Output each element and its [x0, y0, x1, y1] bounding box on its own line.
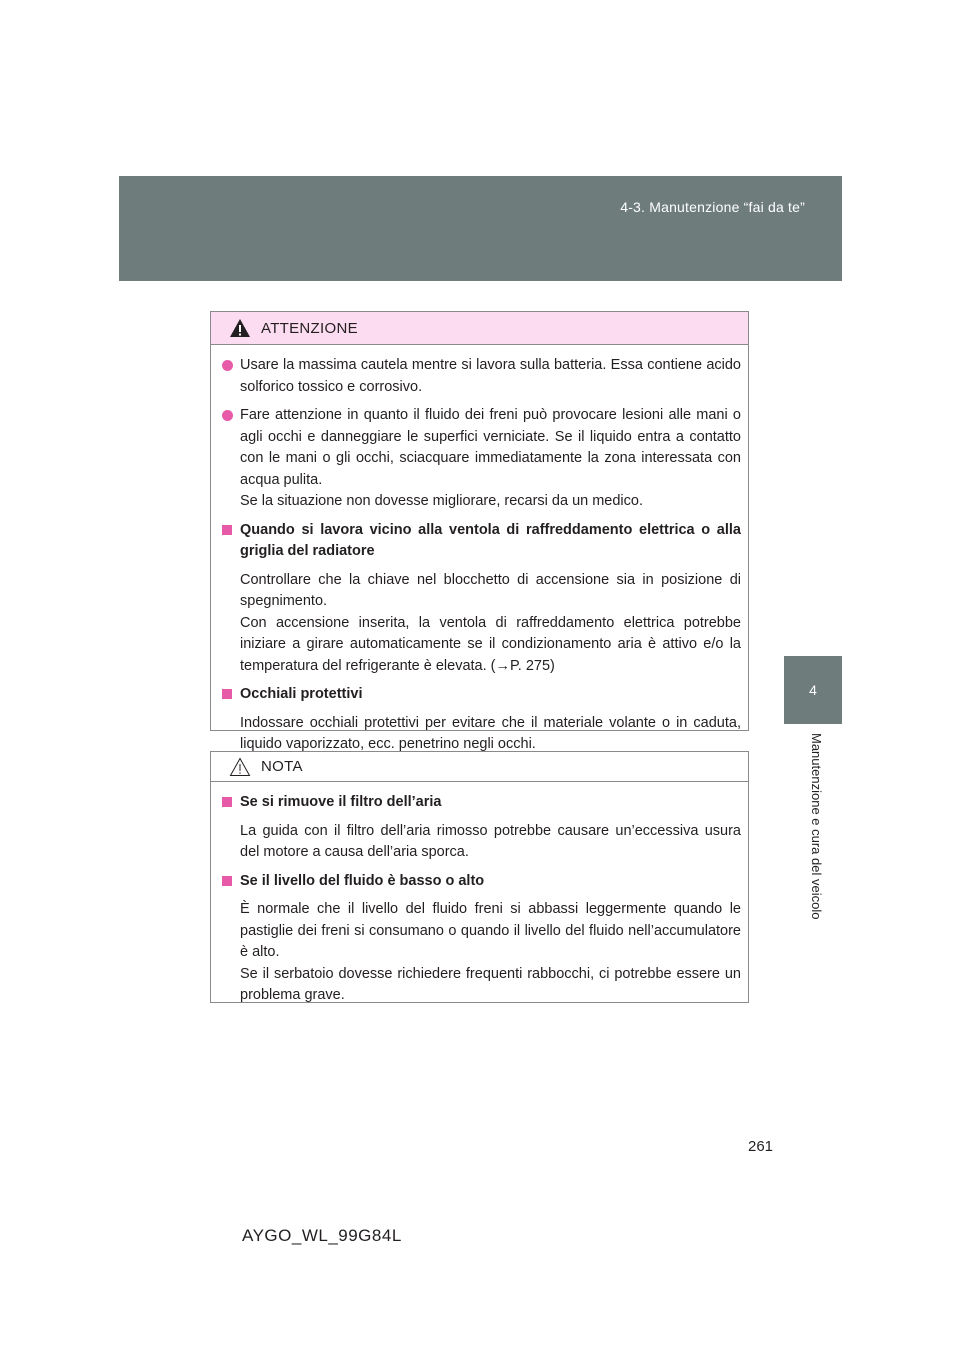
warning-bullet	[222, 355, 741, 398]
warning-section-paragraph: Controllare che la chiave nel blocchetto di accensione sia in posizione di spegnimento.	[240, 571, 741, 609]
caution-section-title-text: Se il livello del fluido è basso o alto	[240, 872, 485, 889]
warning-section-body	[222, 570, 741, 678]
warning-bullet-text: Fare attenzione in quanto il fluido dei freni può provocare lesioni alle mani o agli occhi e danneggiare le superfici verniciate. Se il liquido entra a contatto con le mani o gli occhi, sciacquare immediatamente la zona interessata con acqua pulita.	[240, 407, 741, 488]
warning-section-title	[222, 684, 741, 706]
caution-section-body	[222, 899, 741, 1007]
square-bullet-icon	[222, 525, 232, 535]
caution-box	[210, 751, 749, 1003]
warning-section-body	[222, 713, 741, 756]
chapter-vertical-title: Manutenzione e cura del veicolo	[809, 733, 824, 920]
caution-section-paragraph: Se il serbatoio dovesse richiedere frequenti rabbocchi, ci potrebbe essere un problema grave.	[240, 965, 741, 1003]
warning-title: ATTENZIONE	[261, 319, 358, 337]
square-bullet-icon	[222, 689, 232, 699]
square-bullet-icon	[222, 876, 232, 886]
caution-section-title	[222, 871, 741, 893]
header-band	[119, 176, 842, 281]
document-code: AYGO_WL_99G84L	[242, 1226, 402, 1245]
warning-section-paragraph: Con accensione inserita, la ventola di raffreddamento elettrica potrebbe iniziare a girare automaticamente se il condizionamento aria è attivo e/o la temperatura del refrigerante è elevata. (→P. 275)	[240, 614, 741, 674]
caution-section-paragraph: È normale che il livello del fluido freni si abbassi leggermente quando le pastiglie dei freni si consumano o quando il livello del fluido nell’accumulatore è alto.	[240, 901, 741, 960]
warning-section-title	[222, 520, 741, 563]
caution-triangle-icon	[229, 757, 251, 777]
warning-bullet-extra: Se la situazione non dovesse migliorare, recarsi da un medico.	[240, 493, 643, 509]
warning-section-title-text: Occhiali protettivi	[240, 686, 363, 702]
page-number: 261	[748, 1138, 774, 1155]
section-title: 4-3. Manutenzione “fai da te”	[620, 199, 805, 215]
caution-section-title	[222, 792, 741, 814]
warning-triangle-icon	[229, 318, 251, 338]
warning-bullet-text: Usare la massima cautela mentre si lavora sulla batteria. Essa contiene acido solforico tossico e corrosivo.	[240, 357, 741, 395]
warning-box	[210, 311, 749, 752]
caution-section-title-text: Se si rimuove il filtro dell’aria	[240, 794, 442, 810]
square-bullet-icon	[222, 797, 232, 807]
side-strip	[784, 281, 842, 656]
bullet-dot-icon	[222, 410, 233, 421]
bullet-dot-icon	[222, 360, 233, 371]
warning-section-paragraph: Indossare occhiali protettivi per evitare che il materiale volante o in caduta, liquido vaporizzato, ecc. penetrino negli occhi.	[240, 714, 741, 752]
warning-section-title-text: Quando si lavora vicino alla ventola di raffreddamento elettrica o alla griglia del radiatore	[240, 521, 741, 559]
warning-header	[211, 312, 748, 345]
caution-header	[211, 752, 748, 782]
caution-section-paragraph: La guida con il filtro dell’aria rimosso potrebbe causare un’eccessiva usura del motore a causa dell’aria sporca.	[240, 822, 741, 860]
caution-section-body	[222, 821, 741, 864]
caution-title: NOTA	[261, 758, 303, 775]
chapter-number: 4	[809, 682, 817, 698]
warning-bullet	[222, 405, 741, 513]
chapter-tab	[784, 656, 842, 724]
